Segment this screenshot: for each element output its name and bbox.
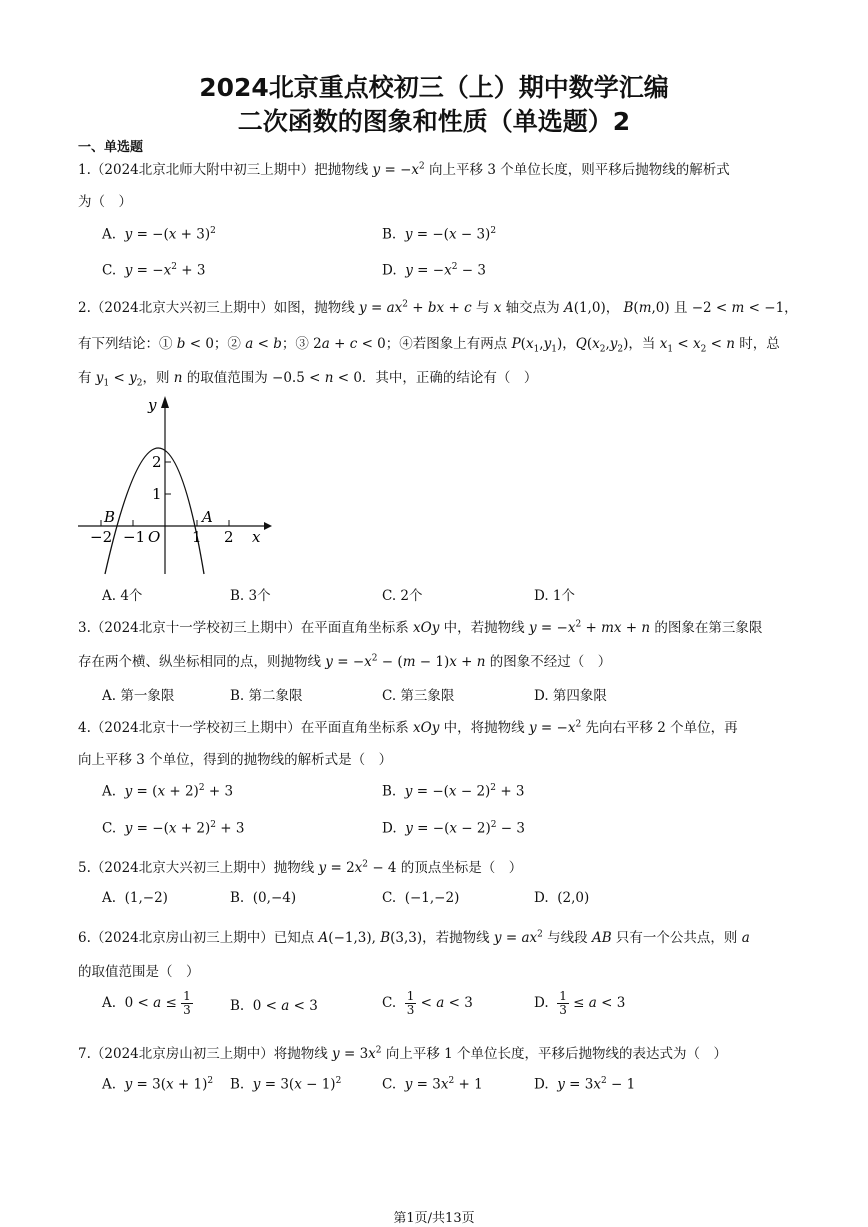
tick-label-x-neg2: −2 bbox=[90, 528, 113, 546]
y-axis-label: y bbox=[148, 396, 157, 414]
y-axis-arrow-icon bbox=[161, 396, 169, 408]
question-7-text: 7.（2024北京房山初三上期中）将抛物线 $y = 3x^2$ 向上平移 1 个单位长度，平移后抛物线的表达式为（ ） bbox=[78, 1045, 727, 1062]
question-3-option-d[interactable]: D. 第四象限 bbox=[534, 688, 607, 704]
tick-label-y-1: 1 bbox=[152, 485, 162, 503]
question-6-option-d[interactable]: D. $\frac{1}{3}$ ≤ a < 3 bbox=[534, 989, 626, 1017]
origin-label: O bbox=[148, 528, 161, 546]
question-6-text: 6.（2024北京房山初三上期中）已知点 A(−1,3), B(3,3)，若抛物线 $y = ax^2$ 与线段 AB 只有一个公共点，则 a bbox=[78, 929, 750, 946]
question-5-text: 5.（2024北京大兴初三上期中）抛物线 $y = 2x^2 - 4$ 的顶点坐标是（ ） bbox=[78, 859, 523, 876]
question-2-text-cont2: 有 $y_1 < y_2$，则 n 的取值范围为 −0.5 < n < 0．其中，正确的结论有（ ） bbox=[78, 370, 538, 389]
question-3-option-a[interactable]: A. 第一象限 bbox=[102, 688, 175, 704]
section-heading: 一、单选题 bbox=[78, 140, 144, 155]
question-2-text-cont: 有下列结论：① b < 0；② a < b；③ 2a + c < 0；④若图象上有两点 $P(x_1,y_1)$，$Q(x_2,y_2)$，当 $x_1 < x_2 < n$ 时，总 bbox=[78, 336, 780, 355]
question-7-option-c[interactable]: C. $y = 3x^2 + 1$ bbox=[382, 1076, 483, 1093]
question-1-text: 1.（2024北京北师大附中初三上期中）把抛物线 $y = -x^2$ 向上平移 3 个单位长度，则平移后抛物线的解析式 bbox=[78, 161, 730, 178]
question-2-option-b[interactable]: B. 3个 bbox=[230, 588, 271, 604]
tick-label-x-1: 1 bbox=[192, 528, 202, 546]
page-footer: 第1页/共13页 bbox=[393, 1211, 475, 1226]
question-5-option-d[interactable]: D. (2,0) bbox=[534, 890, 590, 906]
question-7-option-d[interactable]: D. $y = 3x^2 - 1$ bbox=[534, 1076, 636, 1093]
tick-label-y-2: 2 bbox=[152, 453, 162, 471]
point-a-label: A bbox=[202, 508, 213, 526]
question-4-option-d[interactable]: D. $y = -(x - 2)^2 - 3$ bbox=[382, 820, 525, 837]
question-6-option-c[interactable]: C. $\frac{1}{3}$ < a < 3 bbox=[382, 989, 473, 1017]
question-2-option-c[interactable]: C. 2个 bbox=[382, 588, 423, 604]
question-2-option-a[interactable]: A. 4个 bbox=[102, 588, 143, 604]
question-6-option-b[interactable]: B. 0 < a < 3 bbox=[230, 998, 318, 1014]
question-6-option-a[interactable]: A. 0 < a ≤ $\frac{1}{3}$ bbox=[102, 989, 191, 1017]
parabola-figure bbox=[74, 392, 274, 578]
question-4-text: 4.（2024北京十一学校初三上期中）在平面直角坐标系 xOy 中，将抛物线 $y = -x^2$ 先向右平移 2 个单位，再 bbox=[78, 719, 738, 736]
page-subtitle: 二次函数的图象和性质（单选题）2 bbox=[237, 107, 631, 136]
question-1-text-cont: 为（ ） bbox=[78, 194, 132, 210]
point-b-label: B bbox=[104, 508, 116, 526]
question-4-option-a[interactable]: A. $y = (x + 2)^2 + 3$ bbox=[102, 783, 234, 800]
question-7-option-b[interactable]: B. $y = 3(x - 1)^2$ bbox=[230, 1076, 342, 1093]
question-6-text-cont: 的取值范围是（ ） bbox=[78, 964, 200, 980]
question-3-option-b[interactable]: B. 第二象限 bbox=[230, 688, 303, 704]
page-title: 2024北京重点校初三（上）期中数学汇编 bbox=[199, 73, 669, 102]
question-4-text-cont: 向上平移 3 个单位，得到的抛物线的解析式是（ ） bbox=[78, 752, 393, 768]
question-1-option-a[interactable]: A. $y = -(x + 3)^2$ bbox=[102, 226, 216, 243]
question-3-text: 3.（2024北京十一学校初三上期中）在平面直角坐标系 xOy 中，若抛物线 $y = -x^2$ + mx + n 的图象在第三象限 bbox=[78, 619, 763, 636]
question-1-option-b[interactable]: B. $y = -(x - 3)^2$ bbox=[382, 226, 497, 243]
question-1-option-c[interactable]: C. $y = -x^2 + 3$ bbox=[102, 262, 206, 279]
question-1-option-d[interactable]: D. $y = -x^2 - 3$ bbox=[382, 262, 486, 279]
question-3-option-c[interactable]: C. 第三象限 bbox=[382, 688, 455, 704]
question-7-option-a[interactable]: A. $y = 3(x + 1)^2$ bbox=[102, 1076, 214, 1093]
question-5-option-a[interactable]: A. (1,−2) bbox=[102, 890, 168, 906]
question-2-text: 2.（2024北京大兴初三上期中）如图，抛物线 $y = ax^2$ + bx + c 与 x 轴交点为 A(1,0)， B(m,0) 且 −2 < m < −1， bbox=[78, 299, 798, 316]
tick-label-x-neg1: −1 bbox=[123, 528, 146, 546]
question-4-option-b[interactable]: B. $y = -(x - 2)^2 + 3$ bbox=[382, 783, 525, 800]
question-5-option-b[interactable]: B. (0,−4) bbox=[230, 890, 297, 906]
question-2-option-d[interactable]: D. 1个 bbox=[534, 588, 576, 604]
question-3-text-cont: 存在两个横、纵坐标相同的点，则抛物线 $y = -x^2 - (m - 1)x + n$ 的图象不经过（ ） bbox=[78, 653, 612, 670]
x-axis-arrow-icon bbox=[264, 522, 272, 530]
x-axis-label: x bbox=[252, 528, 261, 546]
tick-label-x-2: 2 bbox=[224, 528, 234, 546]
question-5-option-c[interactable]: C. (−1,−2) bbox=[382, 890, 460, 906]
question-4-option-c[interactable]: C. $y = -(x + 2)^2 + 3$ bbox=[102, 820, 245, 837]
